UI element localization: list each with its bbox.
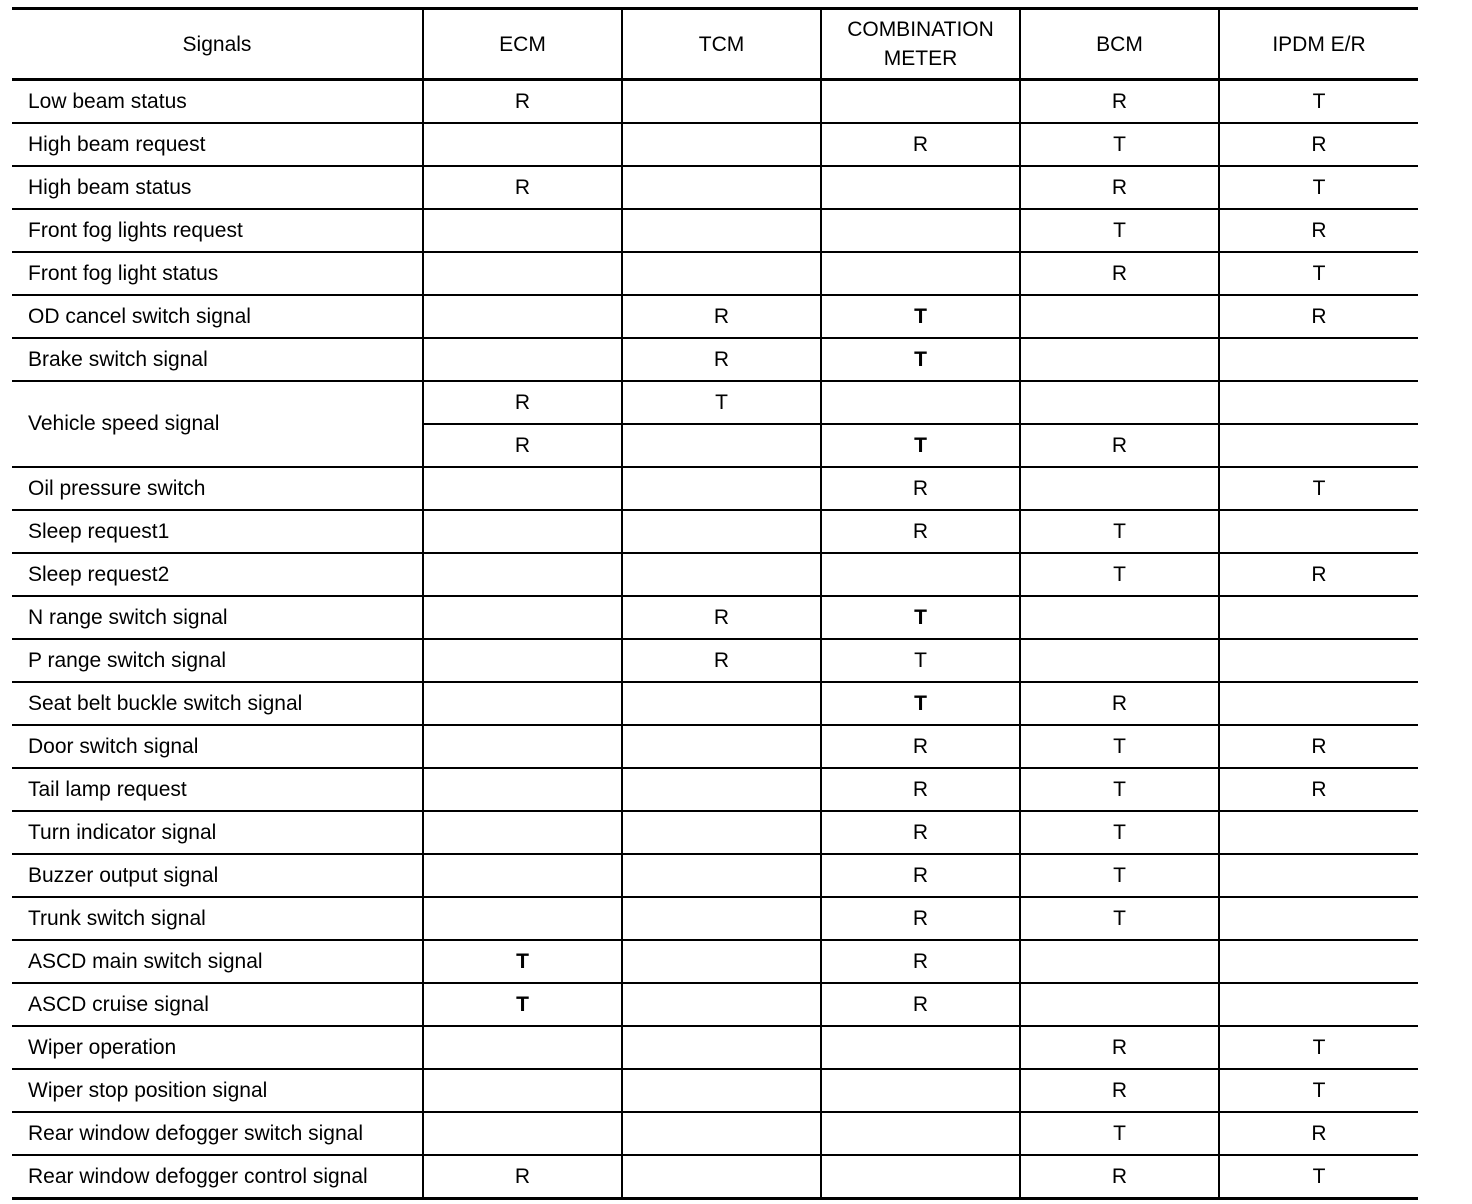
signal-name: ASCD main switch signal <box>12 940 423 983</box>
ecm-cell <box>423 768 622 811</box>
meter-cell: R <box>821 510 1020 553</box>
signal-name: Low beam status <box>12 80 423 124</box>
ipdm-cell: T <box>1219 1069 1418 1112</box>
bcm-cell: T <box>1020 811 1219 854</box>
table-row <box>12 682 1418 725</box>
signal-name: N range switch signal <box>12 596 423 639</box>
signal-name: Door switch signal <box>12 725 423 768</box>
bcm-cell <box>1020 295 1219 338</box>
header-ecm: ECM <box>423 9 622 80</box>
ecm-cell <box>423 1026 622 1069</box>
ecm-cell: R <box>423 424 622 467</box>
meter-cell: R <box>821 768 1020 811</box>
tcm-cell <box>622 1112 821 1155</box>
signals-table <box>12 7 1418 1200</box>
bcm-cell: R <box>1020 1069 1219 1112</box>
bcm-cell: R <box>1020 1155 1219 1199</box>
tcm-cell <box>622 1026 821 1069</box>
meter-cell <box>821 1026 1020 1069</box>
bcm-cell: R <box>1020 80 1219 124</box>
meter-cell: R <box>821 725 1020 768</box>
bcm-cell: R <box>1020 682 1219 725</box>
signal-name: Seat belt buckle switch signal <box>12 682 423 725</box>
tcm-cell <box>622 166 821 209</box>
ipdm-cell: R <box>1219 295 1418 338</box>
table-row <box>12 295 1418 338</box>
tcm-cell: R <box>622 639 821 682</box>
bcm-cell: T <box>1020 1112 1219 1155</box>
tcm-cell <box>622 209 821 252</box>
ipdm-cell: T <box>1219 467 1418 510</box>
table-row <box>12 467 1418 510</box>
ecm-cell: T <box>423 983 622 1026</box>
ipdm-cell <box>1219 596 1418 639</box>
ecm-cell <box>423 596 622 639</box>
tcm-cell <box>622 725 821 768</box>
meter-cell: T <box>821 295 1020 338</box>
ipdm-cell <box>1219 983 1418 1026</box>
table-row <box>12 338 1418 381</box>
signal-name: Turn indicator signal <box>12 811 423 854</box>
table-row <box>12 510 1418 553</box>
ecm-cell: R <box>423 381 622 424</box>
bcm-cell: T <box>1020 768 1219 811</box>
tcm-cell <box>622 682 821 725</box>
ecm-cell <box>423 209 622 252</box>
meter-cell <box>821 166 1020 209</box>
ipdm-cell: R <box>1219 553 1418 596</box>
ecm-cell <box>423 897 622 940</box>
bcm-cell <box>1020 338 1219 381</box>
ipdm-cell <box>1219 510 1418 553</box>
ecm-cell <box>423 467 622 510</box>
table-row <box>12 854 1418 897</box>
table-row <box>12 381 1418 424</box>
header-combination-meter: COMBINATION METER <box>821 9 1020 80</box>
meter-cell: R <box>821 940 1020 983</box>
meter-cell <box>821 381 1020 424</box>
meter-cell <box>821 252 1020 295</box>
tcm-cell <box>622 897 821 940</box>
bcm-cell: R <box>1020 1026 1219 1069</box>
ecm-cell <box>423 639 622 682</box>
ecm-cell <box>423 123 622 166</box>
meter-cell: R <box>821 983 1020 1026</box>
meter-cell: T <box>821 338 1020 381</box>
ecm-cell <box>423 553 622 596</box>
meter-cell: R <box>821 897 1020 940</box>
ipdm-cell <box>1219 682 1418 725</box>
meter-cell <box>821 1069 1020 1112</box>
tcm-cell <box>622 510 821 553</box>
tcm-cell <box>622 467 821 510</box>
bcm-cell: T <box>1020 123 1219 166</box>
ecm-cell <box>423 252 622 295</box>
signal-name: Tail lamp request <box>12 768 423 811</box>
bcm-cell <box>1020 381 1219 424</box>
table-row <box>12 123 1418 166</box>
table-row <box>12 725 1418 768</box>
ecm-cell <box>423 1069 622 1112</box>
tcm-cell <box>622 983 821 1026</box>
ecm-cell <box>423 295 622 338</box>
tcm-cell <box>622 1155 821 1199</box>
ipdm-cell: T <box>1219 1155 1418 1199</box>
table-row <box>12 940 1418 983</box>
ipdm-cell <box>1219 639 1418 682</box>
meter-cell: R <box>821 811 1020 854</box>
ipdm-cell <box>1219 811 1418 854</box>
table-row <box>12 166 1418 209</box>
ipdm-cell: R <box>1219 123 1418 166</box>
bcm-cell: R <box>1020 166 1219 209</box>
meter-cell: R <box>821 467 1020 510</box>
bcm-cell <box>1020 596 1219 639</box>
table-row <box>12 983 1418 1026</box>
table-row <box>12 1069 1418 1112</box>
tcm-cell: R <box>622 596 821 639</box>
ipdm-cell: T <box>1219 252 1418 295</box>
table-row <box>12 811 1418 854</box>
ipdm-cell <box>1219 854 1418 897</box>
ecm-cell <box>423 811 622 854</box>
bcm-cell: T <box>1020 510 1219 553</box>
signal-name: Vehicle speed signal <box>12 381 423 467</box>
meter-cell <box>821 209 1020 252</box>
meter-cell: T <box>821 639 1020 682</box>
signal-name: Brake switch signal <box>12 338 423 381</box>
ecm-cell: R <box>423 166 622 209</box>
table-row <box>12 553 1418 596</box>
table-row <box>12 596 1418 639</box>
ipdm-cell: R <box>1219 209 1418 252</box>
ipdm-cell: T <box>1219 80 1418 124</box>
meter-cell <box>821 1155 1020 1199</box>
bcm-cell: T <box>1020 553 1219 596</box>
meter-cell: T <box>821 424 1020 467</box>
tcm-cell <box>622 854 821 897</box>
table-row <box>12 768 1418 811</box>
meter-cell: R <box>821 123 1020 166</box>
table-row <box>12 1155 1418 1199</box>
ipdm-cell: R <box>1219 1112 1418 1155</box>
meter-cell <box>821 553 1020 596</box>
tcm-cell <box>622 80 821 124</box>
ipdm-cell <box>1219 424 1418 467</box>
bcm-cell: T <box>1020 209 1219 252</box>
tcm-cell <box>622 811 821 854</box>
signal-name: High beam status <box>12 166 423 209</box>
signal-name: Front fog light status <box>12 252 423 295</box>
table-row <box>12 897 1418 940</box>
ipdm-cell <box>1219 940 1418 983</box>
bcm-cell: R <box>1020 252 1219 295</box>
ecm-cell <box>423 338 622 381</box>
signal-name: High beam request <box>12 123 423 166</box>
header-tcm: TCM <box>622 9 821 80</box>
signal-name: Sleep request2 <box>12 553 423 596</box>
meter-cell: T <box>821 682 1020 725</box>
table-row <box>12 639 1418 682</box>
meter-cell: R <box>821 854 1020 897</box>
signal-name: Buzzer output signal <box>12 854 423 897</box>
ecm-cell: R <box>423 80 622 124</box>
ecm-cell: R <box>423 1155 622 1199</box>
ipdm-cell: T <box>1219 1026 1418 1069</box>
bcm-cell: T <box>1020 854 1219 897</box>
ipdm-cell <box>1219 897 1418 940</box>
bcm-cell <box>1020 639 1219 682</box>
bcm-cell: T <box>1020 897 1219 940</box>
signal-name: Oil pressure switch <box>12 467 423 510</box>
tcm-cell: R <box>622 338 821 381</box>
bcm-cell: R <box>1020 424 1219 467</box>
tcm-cell <box>622 553 821 596</box>
signal-name: Front fog lights request <box>12 209 423 252</box>
table-row <box>12 1112 1418 1155</box>
ecm-cell <box>423 854 622 897</box>
ecm-cell <box>423 725 622 768</box>
meter-cell <box>821 80 1020 124</box>
tcm-cell <box>622 1069 821 1112</box>
signal-name: Sleep request1 <box>12 510 423 553</box>
ipdm-cell <box>1219 338 1418 381</box>
signal-name: Rear window defogger switch signal <box>12 1112 423 1155</box>
ipdm-cell: R <box>1219 768 1418 811</box>
tcm-cell <box>622 123 821 166</box>
signal-name: ASCD cruise signal <box>12 983 423 1026</box>
tcm-cell: R <box>622 295 821 338</box>
bcm-cell <box>1020 940 1219 983</box>
table-row <box>12 1026 1418 1069</box>
tcm-cell <box>622 424 821 467</box>
table-row <box>12 80 1418 124</box>
header-signals: Signals <box>12 9 423 80</box>
bcm-cell <box>1020 983 1219 1026</box>
signal-name: OD cancel switch signal <box>12 295 423 338</box>
bcm-cell <box>1020 467 1219 510</box>
ecm-cell: T <box>423 940 622 983</box>
signal-name: P range switch signal <box>12 639 423 682</box>
tcm-cell <box>622 768 821 811</box>
header-ipdm-er: IPDM E/R <box>1219 9 1418 80</box>
meter-cell: T <box>821 596 1020 639</box>
table-header-row <box>12 9 1418 80</box>
tcm-cell <box>622 252 821 295</box>
signal-name: Rear window defogger control signal <box>12 1155 423 1199</box>
table-row <box>12 252 1418 295</box>
meter-cell <box>821 1112 1020 1155</box>
signal-name: Trunk switch signal <box>12 897 423 940</box>
signal-name: Wiper operation <box>12 1026 423 1069</box>
bcm-cell: T <box>1020 725 1219 768</box>
ipdm-cell: R <box>1219 725 1418 768</box>
tcm-cell <box>622 940 821 983</box>
signal-name: Wiper stop position signal <box>12 1069 423 1112</box>
ipdm-cell: T <box>1219 166 1418 209</box>
ecm-cell <box>423 1112 622 1155</box>
ecm-cell <box>423 682 622 725</box>
tcm-cell: T <box>622 381 821 424</box>
table-row <box>12 209 1418 252</box>
ipdm-cell <box>1219 381 1418 424</box>
ecm-cell <box>423 510 622 553</box>
header-bcm: BCM <box>1020 9 1219 80</box>
